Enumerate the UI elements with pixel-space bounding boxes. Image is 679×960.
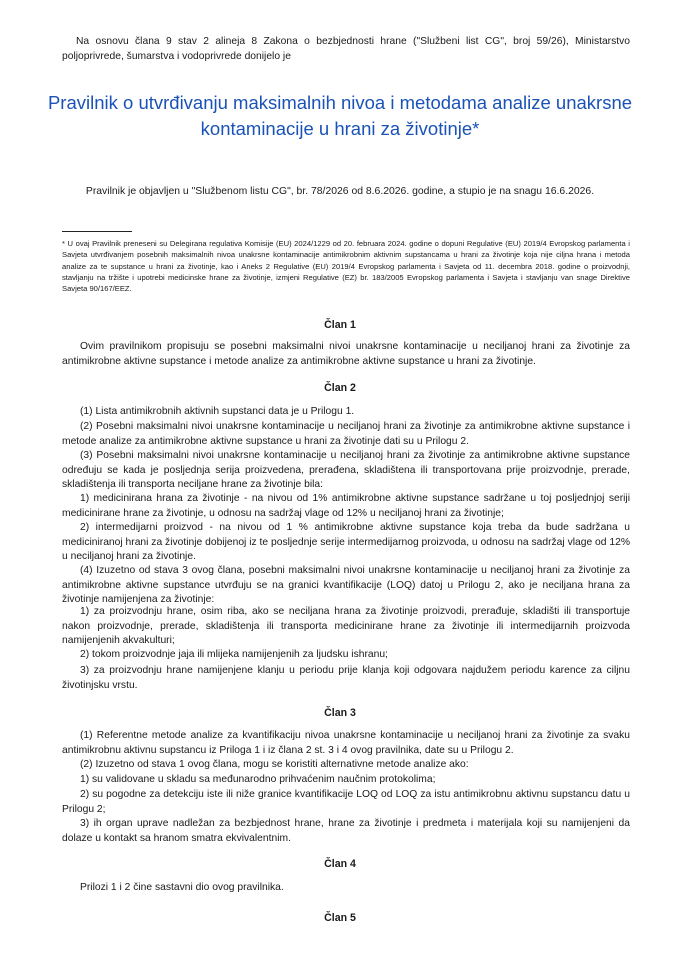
article-2-heading: Član 2 [324, 382, 356, 394]
article-2-item-3: 1) za proizvodnju hrane, osim riba, ako se neciljana hrana za životinje proizvodi, prerađuje, skladišti ili transportuje nakon proizvodnje, prerade, skladištenja ili transporta medicinirane hrane za životinje ili intermedijarnih proizvoda namijenjenih akvakulturi; [62, 606, 630, 647]
article-2-paragraph-3: (3) Posebni maksimalni nivoi unakrsne kontaminacije u neciljanoj hrani za životinje za antimikrobne aktivne supstance određuju se kada je posljednja serija proizvedena, prerađena, skladištena ili transportovana prije proizvodnje, prerade, skladištenja ili transporta neciljane hrane za životinje bila: [62, 450, 630, 491]
article-3-item-2: 2) su pogodne za detekciju iste ili niže granice kvantifikacije LOQ od LOQ za istu antimikrobnu aktivnu supstancu datu u Prilogu 2; [62, 789, 630, 815]
article-3-paragraph-1: (1) Referentne metode analize za kvantifikaciju nivoa unakrsne kontaminacije u neciljanoj hrani za životinje za svaku antimikrobnu aktivnu supstancu iz Priloga 1 i iz člana 2 st. 3 i 4 ovog pravilnika, date su u Prilogu 2. [62, 730, 630, 756]
article-2-item-2: 2) intermedijarni proizvod - na nivou od 1 % antimikrobne aktivne supstance koja treba da bude sadržana u mediciniranoj hrani za životinje dobijenoj iz te posljednje serije intermedijarnog proizvoda, u odnosu na sadržaj vlage od 12% u neciljanoj hrani za životinje. [62, 522, 630, 563]
article-3-paragraph-2: (2) Izuzetno od stava 1 ovog člana, mogu se koristiti alternativne metode analize ako: [80, 759, 469, 770]
intro-paragraph: Na osnovu člana 9 stav 2 alineja 8 Zakona o bezbjednosti hrane ("Službeni list CG", broj 59/26), Ministarstvo poljoprivrede, šumarstva i vodoprivrede donijelo je [62, 36, 630, 62]
article-2-item-4: 2) tokom proizvodnje jaja ili mlijeka namijenjenih za ljudsku ishranu; [80, 649, 388, 660]
article-4-paragraph: Prilozi 1 i 2 čine sastavni dio ovog pravilnika. [80, 882, 284, 893]
article-1-heading: Član 1 [324, 319, 356, 331]
document-title: Pravilnik o utvrđivanju maksimalnih nivoa i metodama analize unakrsne kontaminacije u hrani za životinje* [47, 92, 633, 139]
article-5-heading: Član 5 [324, 912, 356, 924]
article-3-item-1: 1) su validovane u skladu sa međunarodno prihvaćenim naučnim protokolima; [80, 774, 436, 785]
article-4-heading: Član 4 [324, 858, 356, 870]
article-2-paragraph-1: (1) Lista antimikrobnih aktivnih supstanci data je u Prilogu 1. [80, 406, 355, 417]
article-2-paragraph-2: (2) Posebni maksimalni nivoi unakrsne kontaminacije u neciljanoj hrani za životinje za antimikrobne aktivne supstance i metode analize za antimikrobne aktivne supstance u hrani za životinje dati su u Prilogu 2. [62, 421, 630, 447]
article-2-paragraph-4: (4) Izuzetno od stava 3 ovog člana, posebni maksimalni nivoi unakrsne kontaminacije u neciljanoj hrani za životinje za antimikrobne aktivne supstance utvrđuju se na granici kvantifikacije (LOQ) datoj u Prilogu 2, ako je neciljana hrana za životinje namijenjena za životinje: [62, 565, 630, 606]
article-1-paragraph: Ovim pravilnikom propisuju se posebni maksimalni nivoi unakrsne kontaminacije u neciljanoj hrani za životinje za antimikrobne aktivne supstance i metode analize za antimikrobne aktivne supstance u hrani za životinje. [62, 341, 630, 367]
article-2-item-1: 1) medicinirana hrana za životinje - na nivou od 1% antimikrobne aktivne supstance sadržane u toj posljednjoj seriji medicinirane hrane za životinje, u odnosu na sadržaj vlage od 12% u neciljanoj hrani za životinje; [62, 493, 630, 519]
footnote: * U ovaj Pravilnik preneseni su Delegirana regulativa Komisije (EU) 2024/1229 od 20. februara 2024. godine o dopuni Regulative (EU) 2019/4 Evropskog parlamenta i Savjeta utvrđivanjem posebnih maksimalnih nivoa unakrsne kontaminacije antimikrobnim aktivnim supstancama u hrani za životinje koja nije ciljna hrana i metoda analize za te supstance u hrani za životinje, kao i Aneks 2 Regulative (EU) 2019/4 Evropskog parlamenta i Savjeta od 11. decembra 2018. godine o proizvodnji, stavljanju na tržište i upotrebi medicinske hrane za životinje, izmjeni Regulative (EZ) br. 183/2005 Evropskog parlamenta i Savjeta i stavljanju van snage Direktive Savjeta 90/167/EEZ. [62, 239, 630, 294]
article-2-item-5: 3) za proizvodnju hrane namijenjene klanju u periodu prije klanja koji odgovara najdužem periodu karence za ciljnu životinjsku vrstu. [62, 665, 630, 691]
publication-note: Pravilnik je objavljen u "Službenom listu CG", br. 78/2026 od 8.6.2026. godine, a stupio je na snagu 16.6.2026. [85, 186, 595, 197]
article-3-heading: Član 3 [324, 707, 356, 719]
article-3-item-3: 3) ih organ uprave nadležan za bezbjednost hrane, hrane za životinje i predmeta i materijala koji su namijenjeni da dolaze u kontakt sa hranom smatra ekvivalentnim. [62, 818, 630, 844]
footnote-divider [62, 231, 132, 232]
